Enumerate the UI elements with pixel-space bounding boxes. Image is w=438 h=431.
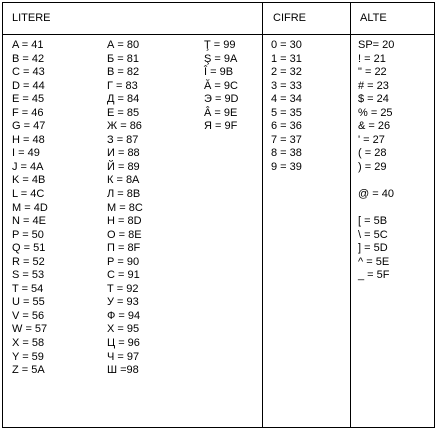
code-entry: % = 25 xyxy=(358,106,393,119)
code-entry: Д = 84 xyxy=(107,93,140,106)
code-entry: Я = 9F xyxy=(204,120,238,133)
code-entry: Б = 81 xyxy=(107,52,139,65)
code-entry: P = 50 xyxy=(12,228,44,241)
code-entry: T = 54 xyxy=(12,282,44,295)
code-entry: \ = 5C xyxy=(358,228,388,241)
code-entry: SP= 20 xyxy=(358,39,395,51)
code-entry: M = 4D xyxy=(12,201,48,214)
code-entry: W = 57 xyxy=(12,323,48,336)
code-entry: 0 = 30 xyxy=(271,39,302,51)
litere-latin-column xyxy=(12,39,48,378)
code-entry: Р = 90 xyxy=(107,255,140,268)
code-entry: Ş = 9A xyxy=(204,52,238,65)
code-entry: Т = 92 xyxy=(107,282,139,295)
code-entry: ! = 21 xyxy=(358,52,386,65)
code-entry: F = 46 xyxy=(12,106,44,119)
code-entry: Q = 51 xyxy=(12,242,46,255)
code-entry: ] = 5D xyxy=(358,242,388,255)
blank-row xyxy=(358,202,394,216)
code-entry: Л = 8B xyxy=(107,188,141,201)
column-divider-cifre-alte xyxy=(350,3,351,427)
alte-column xyxy=(358,39,394,283)
code-entry: ^ = 5E xyxy=(358,255,390,268)
code-entry: 6 = 36 xyxy=(271,120,302,133)
code-entry: 9 = 39 xyxy=(271,160,302,173)
code-entry: V = 56 xyxy=(12,309,45,322)
litere-cyrillic-column xyxy=(107,39,143,378)
code-entry: # = 23 xyxy=(358,79,389,92)
code-entry: Г = 83 xyxy=(107,79,138,92)
code-entry: C = 43 xyxy=(12,66,45,79)
code-entry: Ă = 9C xyxy=(204,79,238,92)
code-entry: ) = 29 xyxy=(358,160,387,173)
code-entry: I = 49 xyxy=(12,147,40,160)
code-entry: Ч = 97 xyxy=(107,350,140,363)
code-entry: L = 4C xyxy=(12,188,45,201)
code-entry: Е = 85 xyxy=(107,106,140,119)
code-entry: _ = 5F xyxy=(358,269,390,282)
code-entry: 3 = 33 xyxy=(271,79,302,92)
code-entry: @ = 40 xyxy=(358,188,394,201)
code-entry: Ţ = 99 xyxy=(204,39,236,51)
code-entry: Э = 9D xyxy=(204,93,239,106)
code-entry: Х = 95 xyxy=(107,323,140,336)
code-entry: Ж = 86 xyxy=(107,120,142,133)
code-entry: Ф = 94 xyxy=(107,309,141,322)
code-entry: З = 87 xyxy=(107,133,139,146)
code-entry: С = 91 xyxy=(107,269,140,282)
code-entry: K = 4B xyxy=(12,174,46,187)
code-entry: R = 52 xyxy=(12,255,45,268)
code-entry: " = 22 xyxy=(358,66,387,79)
code-entry: Й = 89 xyxy=(107,160,140,173)
code-entry: H = 48 xyxy=(12,133,45,146)
code-entry: 4 = 34 xyxy=(271,93,302,106)
code-entry: A = 41 xyxy=(12,39,44,51)
code-entry: 8 = 38 xyxy=(271,147,302,160)
blank-row xyxy=(358,174,394,188)
code-entry: Â = 9E xyxy=(204,106,238,119)
code-entry: U = 55 xyxy=(12,296,45,309)
code-entry: 5 = 35 xyxy=(271,106,302,119)
column-divider-litere-cifre xyxy=(262,3,263,427)
code-entry: ( = 28 xyxy=(358,147,387,160)
code-entry: А = 80 xyxy=(107,39,140,51)
code-entry: B = 42 xyxy=(12,52,45,65)
code-entry: М = 8C xyxy=(107,201,143,214)
code-entry: У = 93 xyxy=(107,296,139,309)
code-entry: X = 58 xyxy=(12,337,45,350)
code-entry: 2 = 32 xyxy=(271,66,302,79)
code-entry: Î = 9B xyxy=(204,66,234,79)
code-table xyxy=(2,2,435,428)
code-entry: [ = 5B xyxy=(358,215,388,228)
code-entry: N = 4E xyxy=(12,215,46,228)
code-entry: Z = 5A xyxy=(12,364,45,377)
code-entry: E = 45 xyxy=(12,93,45,106)
code-entry: $ = 24 xyxy=(358,93,389,106)
header-divider xyxy=(3,34,434,35)
code-entry: 1 = 31 xyxy=(271,52,302,65)
header-alte: ALTE xyxy=(360,12,387,24)
code-entry: Ш =98 xyxy=(107,364,139,377)
code-entry: J = 4A xyxy=(12,160,44,173)
code-entry: S = 53 xyxy=(12,269,45,282)
code-entry: & = 26 xyxy=(358,120,391,133)
code-entry: П = 8F xyxy=(107,242,141,255)
code-entry: О = 8E xyxy=(107,228,142,241)
code-entry: G = 47 xyxy=(12,120,46,133)
header-litere: LITERE xyxy=(12,12,51,24)
code-entry: И = 88 xyxy=(107,147,140,160)
code-entry: D = 44 xyxy=(12,79,45,92)
code-entry: ' = 27 xyxy=(358,133,385,146)
code-entry: Y = 59 xyxy=(12,350,44,363)
code-entry: Н = 8D xyxy=(107,215,142,228)
cifre-column xyxy=(271,39,302,174)
code-entry: Ц = 96 xyxy=(107,337,140,350)
code-entry: 7 = 37 xyxy=(271,133,302,146)
header-cifre: CIFRE xyxy=(273,12,306,24)
code-entry: В = 82 xyxy=(107,66,140,79)
litere-romanian-column xyxy=(204,39,239,134)
code-entry: К = 8A xyxy=(107,174,140,187)
